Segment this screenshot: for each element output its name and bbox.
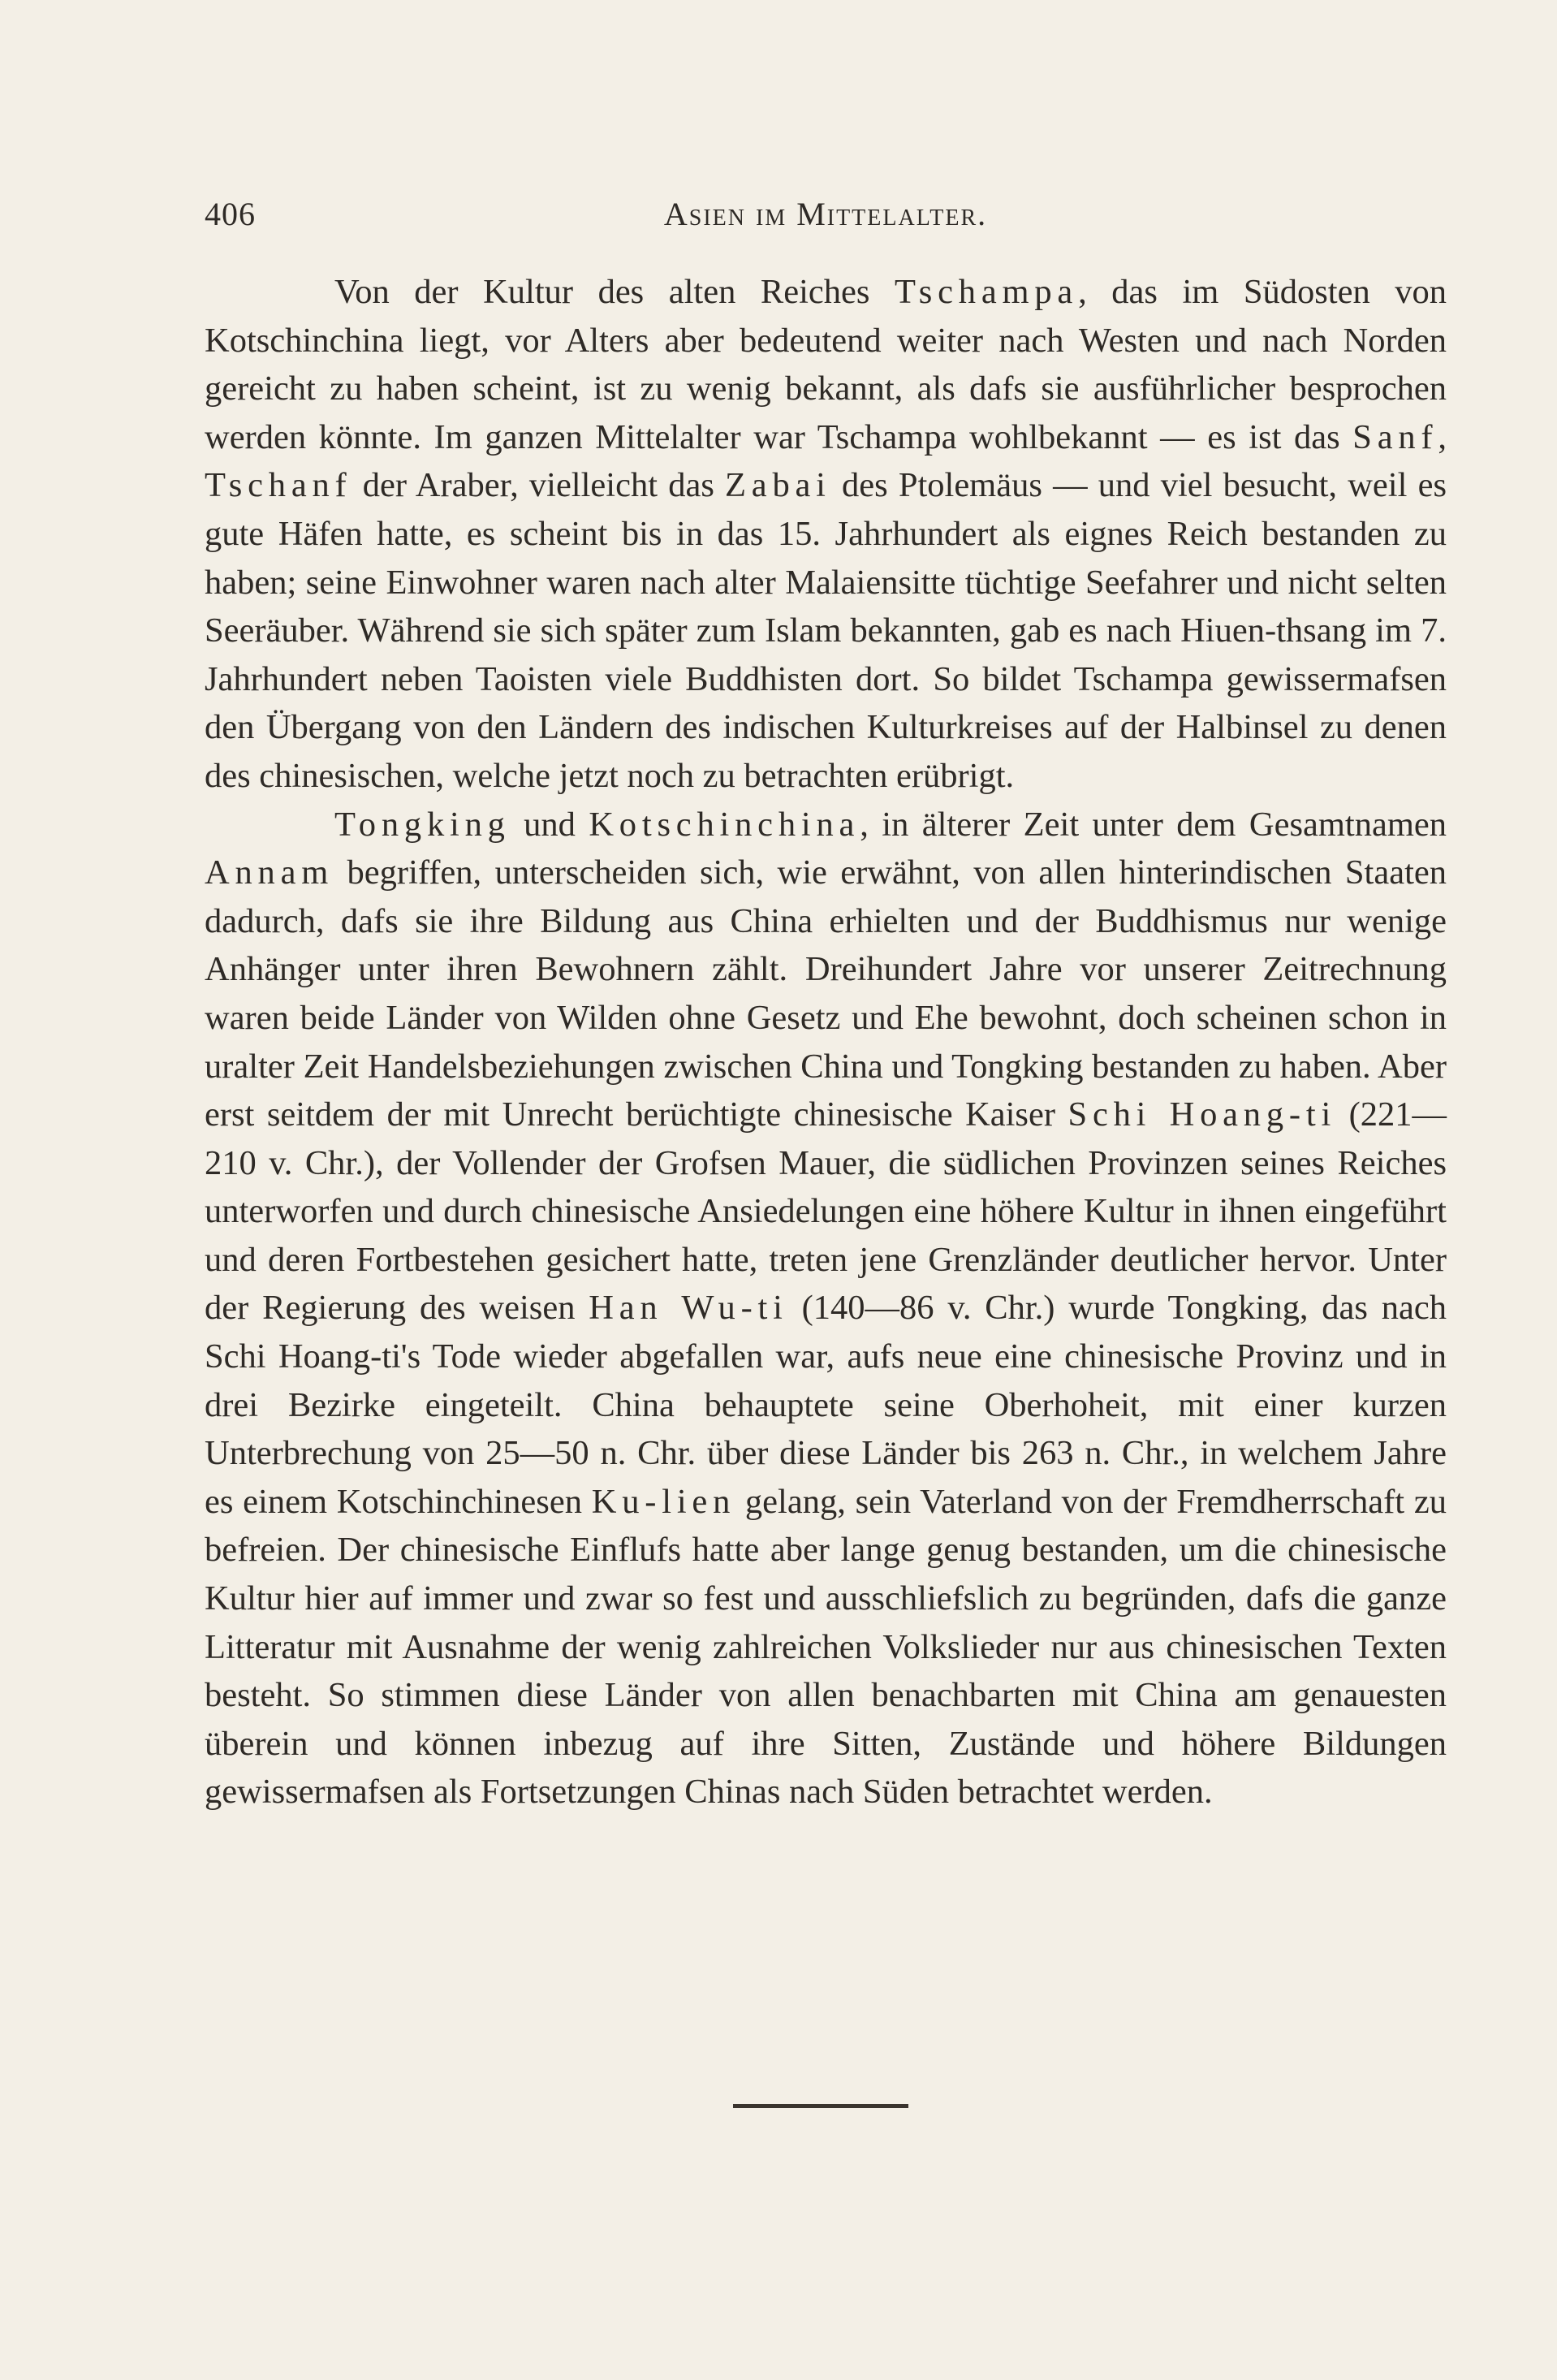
spaced-emphasis: Schi Hoang-ti bbox=[1067, 1095, 1337, 1134]
section-end-rule bbox=[733, 2104, 908, 2108]
text-run: , das im Südosten von Kotschinchina liegt, vor Alters aber bedeutend weiter nach Westen und nach Norden gereicht zu haben scheint, ist zu wenig bekannt, als dafs sie ausführlicher besprochen werden könnte. Im ganzen Mittelalter war Tschampa wohlbekannt — es ist das bbox=[205, 273, 1447, 456]
page-number: 406 bbox=[205, 196, 256, 232]
text-run: (221—210 v. Chr.), der Vollender der Grofsen Mauer, die südlichen Provinzen seines Reiches unterworfen und durch chinesische Ansiedelungen eine höhere Kultur in ihnen eingeführt und deren Fortbestehen gesichert hatte, treten jene Grenzländer deutlicher hervor. Unter der Regierung des weisen bbox=[205, 1095, 1447, 1328]
page-header bbox=[205, 195, 1447, 244]
text-run: Von der Kultur des alten Reiches bbox=[334, 273, 895, 311]
spaced-emphasis: Han Wu-ti bbox=[589, 1289, 788, 1328]
spaced-emphasis: Tschanf bbox=[205, 466, 352, 505]
spaced-emphasis: Tschampa bbox=[894, 273, 1079, 311]
paragraph bbox=[205, 268, 1447, 801]
text-run: und bbox=[510, 805, 589, 844]
text-run: (140—86 v. Chr.) wurde Tongking, das nach Schi Hoang-ti's Tode wieder abgefallen war, aufs neue eine chinesische Provinz und in drei Bezirke eingeteilt. China behauptete seine Oberhoheit, mit einer kurzen Unterbrechung von 25—50 n. Chr. über diese Länder bis 263 n. Chr., in welchem Jahre es einem Kotschinchinesen bbox=[205, 1289, 1447, 1521]
spaced-emphasis: Zabai bbox=[725, 466, 831, 505]
spaced-emphasis: Kotschinchina bbox=[589, 805, 860, 844]
text-run: , bbox=[1438, 417, 1447, 456]
text-run: , in älterer Zeit unter dem Gesamtnamen bbox=[860, 805, 1447, 844]
spaced-emphasis: Tongking bbox=[334, 805, 511, 844]
text-run: der Araber, vielleicht das bbox=[352, 466, 726, 505]
spaced-emphasis: Ku-lien bbox=[591, 1482, 736, 1521]
text-run: gelang, sein Vaterland von der Fremdherrschaft zu befreien. Der chinesische Einflufs hatte aber lange genug bestanden, um die chinesische Kultur hier auf immer und zwar so fest und ausschliefslich zu begründen, dafs die ganze Litteratur mit Ausnahme der wenig zahlreichen Volkslieder nur aus chinesischen Texten besteht. So stimmen diese Länder von allen benachbarten mit China am genauesten überein und können inbezug auf ihre Sitten, Zustände und höhere Bildungen gewissermafsen als Fortsetzungen Chinas nach Süden betrachtet werden. bbox=[205, 1482, 1447, 1812]
spaced-emphasis: Annam bbox=[205, 853, 334, 892]
text-run: des Ptolemäus — und viel besucht, weil es gute Häfen hatte, es scheint bis in das 15. Jahrhundert als eignes Reich bestanden zu haben; seine Einwohner waren nach alter Malaiensitte tüchtige Seefahrer und nicht selten Seeräuber. Während sie sich später zum Islam bekannten, gab es nach Hiuen-thsang im 7. Jahrhundert neben Taoisten viele Buddhisten dort. So bildet Tschampa gewissermafsen den Übergang von den Ländern des indischen Kulturkreises auf der Halbinsel zu denen des chinesischen, welche jetzt noch zu betrachten erübrigt. bbox=[205, 466, 1447, 795]
spaced-emphasis: Sanf bbox=[1352, 417, 1438, 456]
body-text bbox=[205, 268, 1447, 1816]
paragraph bbox=[205, 801, 1447, 1816]
running-title: Asien im Mittelalter. bbox=[663, 196, 988, 232]
text-run: begriffen, unterscheiden sich, wie erwähnt, von allen hinterindischen Staaten dadurch, dafs sie ihre Bildung aus China erhielten und der Buddhismus nur wenige Anhänger unter ihren Bewohnern zählt. Dreihundert Jahre vor unserer Zeitrechnung waren beide Länder von Wilden ohne Gesetz und Ehe bewohnt, doch scheinen schon in uralter Zeit Handelsbeziehungen zwischen China und Tongking bestanden zu haben. Aber erst seitdem der mit Unrecht berüchtigte chinesische Kaiser bbox=[205, 853, 1447, 1134]
